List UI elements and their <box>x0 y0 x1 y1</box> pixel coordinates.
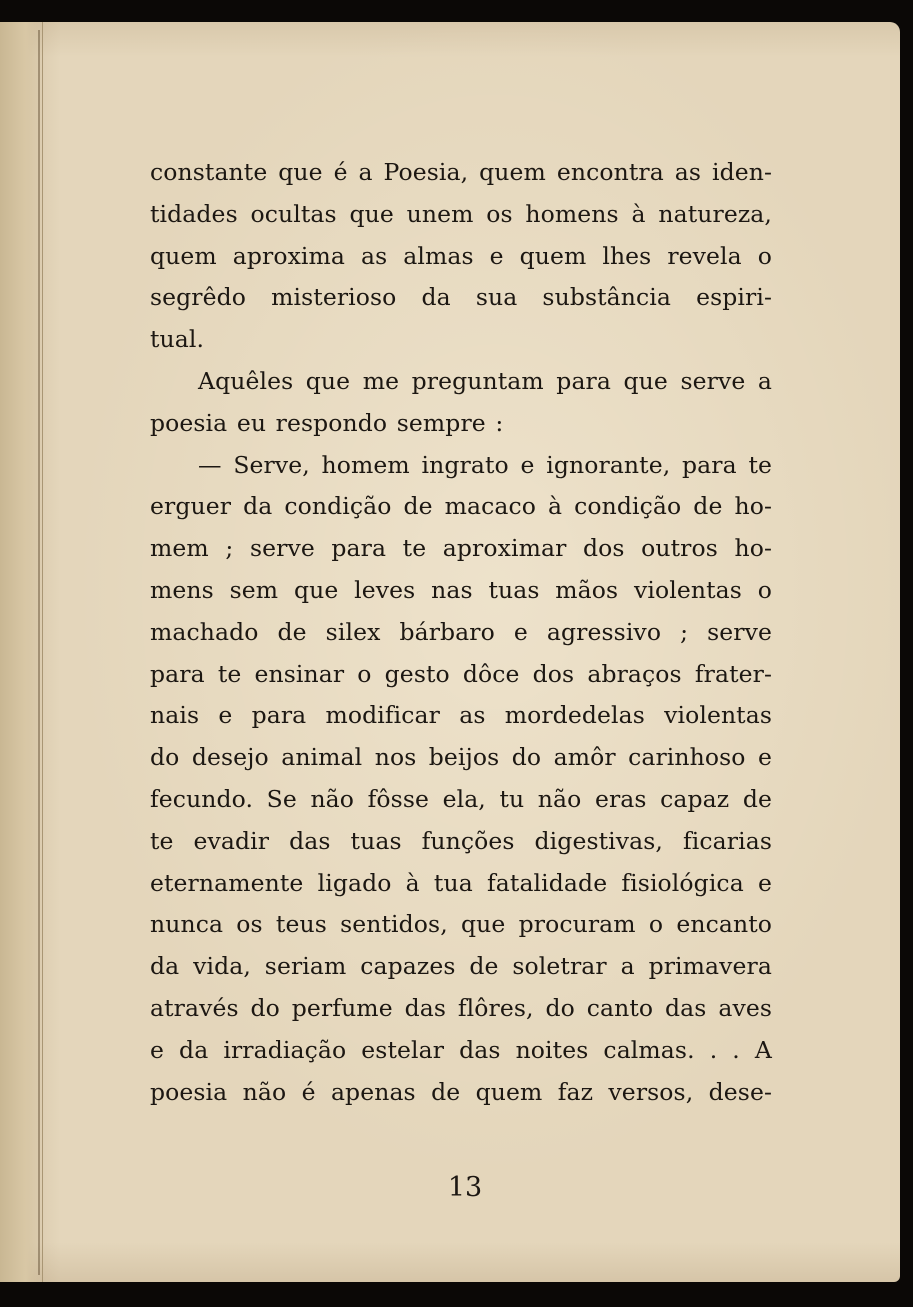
text-line: eternamente ligado à tua fatalidade fisiológica e <box>150 868 772 897</box>
text-line: segrêdo misterioso da sua substância espiri- <box>150 283 772 312</box>
text-line: mem ; serve para te aproximar dos outros ho- <box>150 534 772 563</box>
text-line: tual. <box>150 325 205 354</box>
text-line: e da irradiação estelar das noites calmas. . . A <box>150 1035 772 1064</box>
text-line: nunca os teus sentidos, que procuram o encanto <box>150 910 772 939</box>
text-line: — Serve, homem ingrato e ignorante, para te <box>198 450 772 479</box>
text-line: constante que é a Poesia, quem encontra as iden- <box>150 158 772 186</box>
paragraph-2 <box>150 361 772 445</box>
body-text <box>150 152 772 1113</box>
text-line: mens sem que leves nas tuas mãos violentas o <box>150 575 772 604</box>
paragraph-1 <box>150 152 772 361</box>
text-line: tidades ocultas que unem os homens à natureza, <box>150 199 772 228</box>
text-line: poesia não é apenas de quem faz versos, dese- <box>150 1077 772 1106</box>
text-line: fecundo. Se não fôsse ela, tu não eras capaz de <box>150 784 772 813</box>
text-line: quem aproxima as almas e quem lhes revela o <box>150 241 772 270</box>
text-line: poesia eu respondo sempre : <box>150 408 504 437</box>
gutter-line <box>38 30 40 1275</box>
text-line: machado de silex bárbaro e agressivo ; serve <box>150 617 772 646</box>
text-line: Aquêles que me preguntam para que serve a <box>198 366 772 395</box>
text-line: do desejo animal nos beijos do amôr carinhoso e <box>150 743 772 772</box>
page-number: 13 <box>447 1172 483 1203</box>
text-line: erguer da condição de macaco à condição de ho- <box>150 492 772 521</box>
paragraph-3 <box>150 445 772 1114</box>
text-line: te evadir das tuas funções digestivas, ficarias <box>150 826 772 855</box>
text-line: nais e para modificar as mordedelas violentas <box>150 701 772 730</box>
text-line: através do perfume das flôres, do canto das aves <box>150 993 772 1022</box>
text-line: da vida, seriam capazes de soletrar a primavera <box>150 952 772 981</box>
book-spine-edge <box>0 22 43 1282</box>
text-line: para te ensinar o gesto dôce dos abraços frater- <box>150 659 772 688</box>
